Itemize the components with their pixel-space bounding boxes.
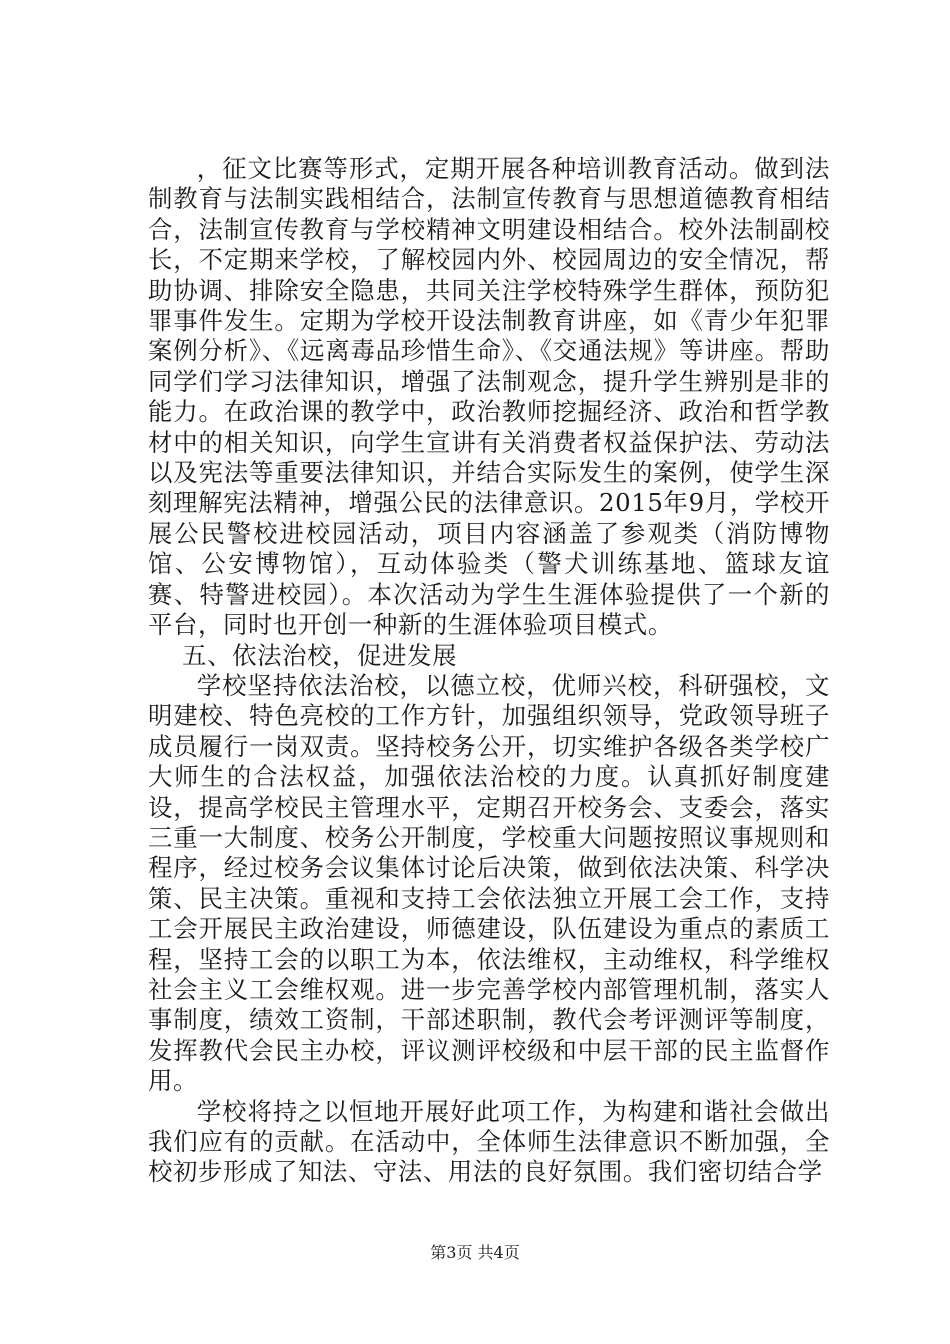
paragraph-conclusion: 学校将持之以恒地开展好此项工作，为构建和谐社会做出我们应有的贡献。在活动中，全体师生法律意识不断加强，全校初步形成了知法、守法、用法的良好氛围。我们密切结合学 — [148, 1096, 830, 1187]
paragraph-legal-education-activities: ，征文比赛等形式，定期开展各种培训教育活动。做到法制教育与法制实践相结合，法制宣传教育与思想道德教育相结合，法制宣传教育与学校精神文明建设相结合。校外法制副校长，不定期来学校，了解校园内外、校园周边的安全情况，帮助协调、排除安全隐患，共同关注学校特殊学生群体，预防犯罪事件发生。定期为学校开设法制教育讲座，如《青少年犯罪案例分析》、《远离毒品珍惜生命》、《交通法规》等讲座。帮助同学们学习法律知识，增强了法制观念，提升学生辨别是非的能力。在政治课的教学中，政治教师挖掘经济、政治和哲学教材中的相关知识，向学生宣讲有关消费者权益保护法、劳动法以及宪法等重要法律知识，并结合实际发生的案例，使学生深刻理解宪法精神，增强公民的法律意识。2015年9月，学校开展公民警校进校园活动，项目内容涵盖了参观类（消防博物馆、公安博物馆），互动体验类（警犬训练基地、篮球友谊赛、特警进校园）。本次活动为学生生涯体验提供了一个新的平台，同时也开创一种新的生涯体验项目模式。 — [148, 154, 830, 640]
section-heading-rule-by-law: 五、依法治校，促进发展 — [182, 640, 458, 670]
document-body — [148, 154, 830, 1188]
paragraph-school-governance: 学校坚持依法治校，以德立校，优师兴校，科研强校，文明建校、特色亮校的工作方针，加强组织领导，党政领导班子成员履行一岗双责。坚持校务公开，切实维护各级各类学校广大师生的合法权益，加强依法治校的力度。认真抓好制度建设，提高学校民主管理水平，定期召开校务会、支委会，落实三重一大制度、校务公开制度，学校重大问题按照议事规则和程序，经过校务会议集体讨论后决策，做到依法决策、科学决策、民主决策。重视和支持工会依法独立开展工会工作，支持工会开展民主政治建设，师德建设，队伍建设为重点的素质工程，坚持工会的以职工为本，依法维权，主动维权，科学维权社会主义工会维权观。进一步完善学校内部管理机制，落实人事制度，绩效工资制，干部述职制，教代会考评测评等制度，发挥教代会民主办校，评议测评校级和中层干部的民主监督作用。 — [148, 670, 830, 1096]
page-number-footer: 第3页 共4页 — [430, 1243, 520, 1262]
